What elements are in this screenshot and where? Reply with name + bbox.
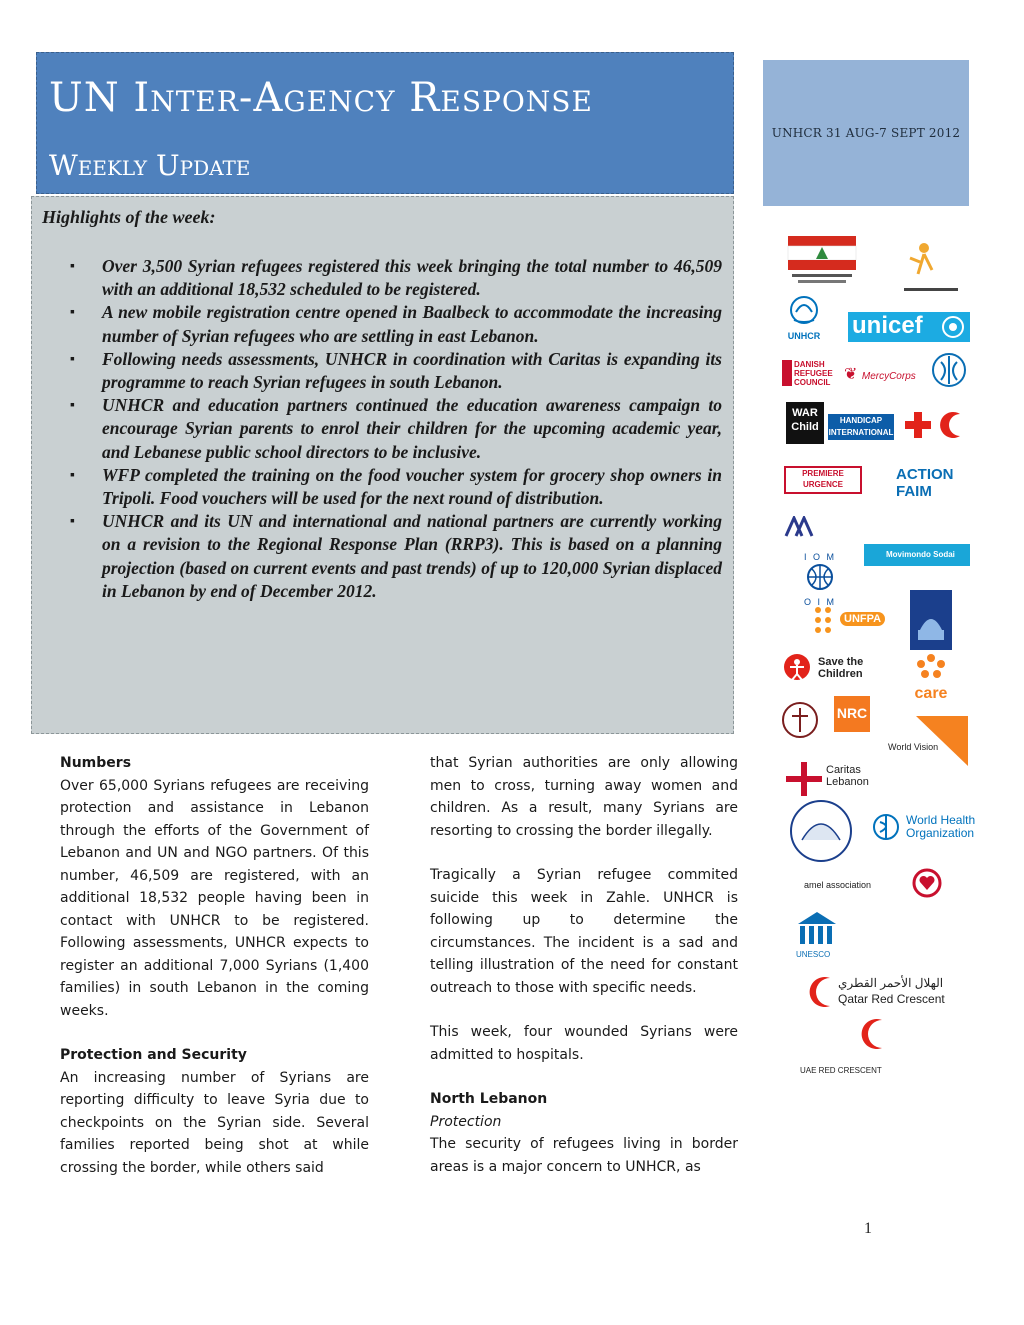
numbers-paragraph: Over 65,000 Syrians refugees are receiving protection and assistance in Lebanon through the efforts of the Government of Lebanon and UN and NGO partners. Of this number, 46,509 are registered, with an additional 18,532 people having been in contact with UNHCR to be registered. Following assessments, UNHCR expects to register an additional 7,000 Syrians (1,400 families) in south Lebanon in the coming weeks.	[60, 777, 369, 1019]
bullet-icon: ▪	[70, 467, 75, 483]
body-column-right	[430, 752, 738, 1178]
highlight-item	[70, 394, 722, 464]
world-vision-logo	[886, 714, 974, 766]
world-vision-label: World Vision	[888, 742, 939, 752]
highlights-heading: Highlights of the week:	[42, 207, 216, 227]
numbers-heading: Numbers	[60, 755, 132, 771]
date-box	[763, 60, 969, 206]
warchild-logo	[786, 402, 824, 444]
body-column-left	[60, 752, 369, 1179]
partner-logos	[778, 228, 978, 1088]
unicef-logo	[848, 312, 970, 342]
nrc-label: NRC	[836, 705, 868, 721]
who-logo	[870, 812, 980, 847]
red-cross-logo	[904, 408, 964, 447]
save-label: Save the Children	[818, 656, 864, 680]
qatar-label: Qatar Red Crescent	[838, 992, 945, 1006]
highlight-item	[70, 510, 722, 603]
danish-label: DANISH REFUGEE COUNCIL	[794, 360, 833, 387]
highlight-text: UNHCR and its UN and international and national partners are currently working on a revision to the Regional Response Plan (RRP3). This is based on a planning projection (based on current events and past trends) of up to 120,000 Syrian displaced in Lebanon by end of December 2012.	[102, 511, 722, 601]
highlight-text: Following needs assessments, UNHCR in coordination with Caritas is expanding its programme to reach Syrian refugees in south Lebanon.	[102, 348, 722, 393]
protection-heading: Protection and Security	[60, 1047, 247, 1063]
bullet-icon: ▪	[70, 305, 75, 321]
wounded-paragraph: This week, four wounded Syrians were admitted to hospitals.	[430, 1024, 738, 1063]
care-label: care	[914, 685, 948, 702]
bullet-icon: ▪	[70, 351, 75, 367]
page-subtitle: Weekly Update	[49, 149, 251, 182]
highlight-item	[70, 301, 722, 347]
unhcr-label: UNHCR	[787, 331, 821, 341]
highlight-text: UNHCR and education partners continued the education awareness campaign to encourage Syrian parents to enrol their children for the upcoming academic year, and Lebanese public school directors to be inclusive.	[102, 395, 722, 462]
qatar-arabic-label: الهلال الأحمر القطري	[838, 976, 944, 990]
highlight-text: WFP completed the training on the food voucher system for grocery shop owners in Tripoli. Food vouchers will be used for the next round of distribution.	[102, 464, 722, 509]
care-logo	[906, 652, 956, 701]
unhcr-logo	[782, 294, 826, 341]
nrc-logo	[834, 696, 870, 732]
unicef-label: unicef	[852, 312, 923, 339]
protection-paragraph-cont: that Syrian authorities are only allowing men to cross, turning away women and children. As a result, many Syrians are resorting to crossing the border illegally.	[430, 755, 738, 839]
highlight-item	[70, 348, 722, 394]
highlight-text: A new mobile registration centre opened in Baalbeck to accommodate the increasing number of Syrian refugees who are settling in east Lebanon.	[102, 302, 722, 346]
movimondo-label: Movimondo Sodai	[886, 550, 955, 559]
wfp-logo	[928, 348, 970, 397]
unesco-label: UNESCO	[796, 950, 831, 959]
north-protection-subheading: Protection	[430, 1113, 502, 1130]
page-number: 1	[864, 1220, 872, 1237]
danish-refugee-council-logo	[782, 360, 840, 387]
mercycorps-label: MercyCorps	[861, 371, 916, 382]
mosque-logo	[910, 590, 952, 650]
movimondo-logo	[864, 544, 970, 566]
caritas-label: Caritas Lebanon	[826, 764, 869, 788]
unfpa-label: UNFPA	[840, 612, 885, 626]
highlight-text: Over 3,500 Syrian refugees registered this week bringing the total number to 46,509 with an additional 18,532 scheduled to be registered.	[102, 256, 722, 300]
lebanese-society-logo	[780, 700, 820, 745]
bullet-icon: ▪	[70, 259, 75, 274]
highlights-box	[31, 196, 734, 734]
amel-emblem-logo	[782, 798, 860, 869]
highlight-item	[70, 464, 722, 510]
warchild-label: WAR Child	[791, 407, 819, 433]
uae-label: UAE RED CRESCENT	[800, 1066, 882, 1075]
north-lebanon-heading: North Lebanon	[430, 1091, 548, 1107]
header-banner	[36, 52, 734, 194]
date-label: UNHCR 31 AUG-7 SEPT 2012	[771, 126, 961, 140]
premiere-urgence-logo	[784, 466, 862, 494]
ministry-figure-logo	[894, 240, 966, 303]
intersos-logo	[784, 516, 884, 538]
amel-label: amel association	[804, 880, 872, 890]
protection-paragraph: An increasing number of Syrians are reporting difficulty to leave Syria due to checkpoints on the Syrian side. Several families reported being shot at while crossing the border, while others said	[60, 1069, 369, 1176]
mercy-leaf-icon: ❦	[844, 366, 858, 383]
iom-logo	[798, 552, 842, 607]
bullet-icon: ▪	[70, 398, 75, 414]
suicide-paragraph: Tragically a Syrian refugee commited suicide this week in Zahle. UNHCR is following up to determine the circumstances. The incident is a sad and telling illustration of the need for constant outreach to those with specific needs.	[430, 867, 738, 996]
iom-top-label: I O M	[804, 552, 836, 562]
north-protection-paragraph: The security of refugees living in border areas is a major concern to UNHCR, as	[430, 1136, 738, 1175]
handicap-logo	[828, 414, 894, 440]
save-the-children-logo	[782, 652, 902, 687]
premiere-label: PREMIERE URGENCE	[802, 469, 844, 489]
page-title: UN Inter-Agency Response	[49, 75, 593, 121]
who-label: World Health Organization	[906, 813, 976, 840]
mercycorps-logo	[844, 364, 916, 384]
amel-association-logo	[804, 868, 970, 890]
highlights-list	[70, 255, 722, 603]
lebanon-flag-logo	[784, 234, 860, 297]
bullet-icon: ▪	[70, 514, 75, 530]
iom-bottom-label: O I M	[804, 597, 836, 607]
action-faim-label: ACTION FAIM	[896, 466, 954, 500]
action-faim-logo	[896, 466, 970, 506]
highlight-item	[70, 255, 722, 301]
handicap-label: HANDICAP INTERNATIONAL	[828, 416, 894, 437]
unesco-logo	[794, 910, 964, 959]
caritas-logo	[786, 762, 886, 801]
unfpa-logo	[814, 606, 884, 636]
